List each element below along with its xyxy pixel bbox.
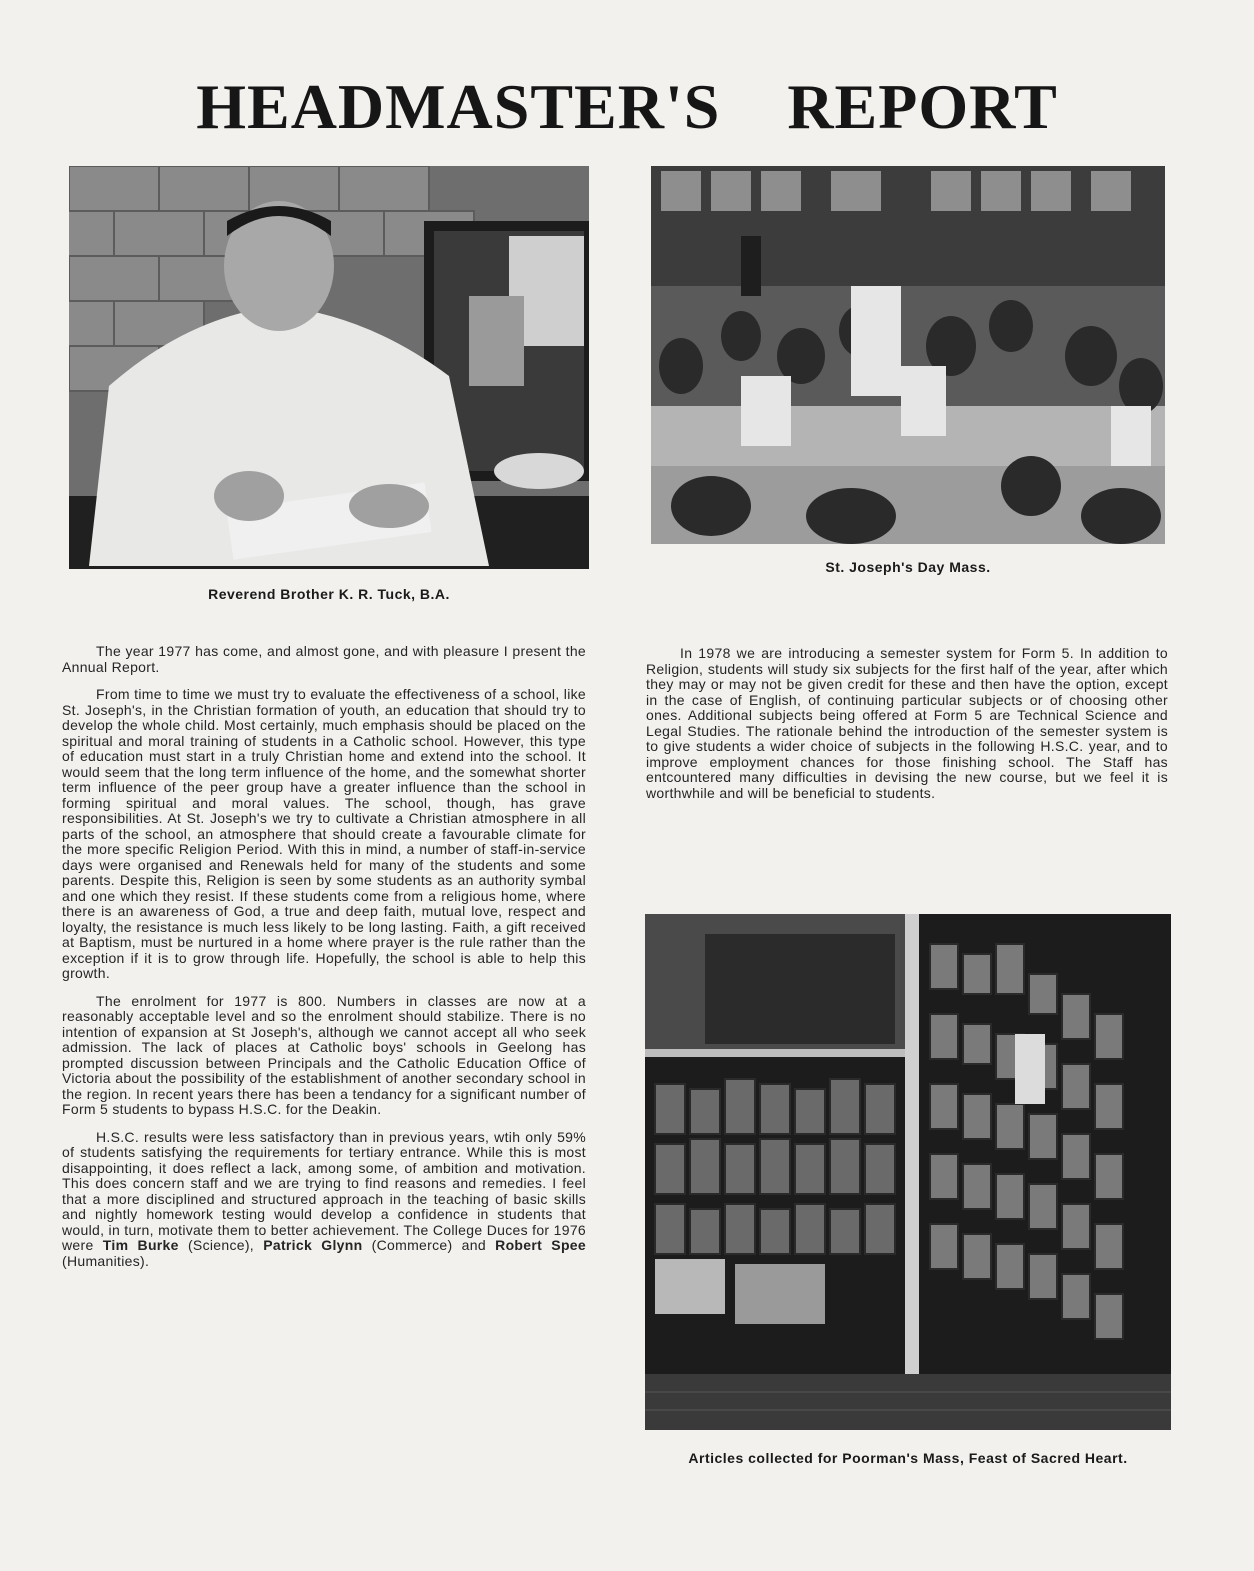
mass-photo — [651, 166, 1165, 544]
headmaster-photo — [69, 166, 589, 569]
dux-name: Patrick Glynn — [263, 1237, 363, 1253]
paragraph-hsc-results: H.S.C. results were less satisfactory than in previous years, wtih only 59% of students satisfying the requirements for tertiary entrance. While this is most disappointing, it does reflect a lack, among some, of ambition and motivation. This does concern staff and we are trying to find reasons and remedies. I feel that a more disciplined and structured approach in the teaching of basic skills and nightly homework testing would develop a confidence in students that would, in turn, motivate them to better achievement. The College Duces for 1976 were Tim Burke (Science), Patrick Glynn (Commerce) and Robert Spee (Humanities). — [62, 1128, 586, 1269]
articles-photo — [645, 914, 1171, 1430]
headmaster-caption: Reverend Brother K. R. Tuck, B.A. — [208, 586, 450, 602]
dux-name: Robert Spee — [495, 1237, 586, 1253]
articles-caption: Articles collected for Poorman's Mass, Feast of Sacred Heart. — [688, 1450, 1128, 1466]
dux-name: Tim Burke — [102, 1237, 179, 1253]
page-title: HEADMASTER'S REPORT — [196, 71, 1058, 142]
mass-caption: St. Joseph's Day Mass. — [825, 559, 991, 575]
paragraph-evaluation: From time to time we must try to evaluate the effectiveness of a school, like St. Joseph's, in the Christian formation of youth, an education that should try to develop the whole child. Most certainly, much emphasis should be placed on the spiritual and moral training of students in a Catholic school. However, this type of education must start in a truly Christian home and extend into the school. It would seem that the long term influence of the home, and the somewhat shorter term influence of the peer group have a greater influence than the school in forming spiritual and moral values. The school, though, has grave responsibilities. At St. Joseph's we try to cultivate a Christian atmosphere in all parts of the school, an atmosphere that should create a favourable climate for the more specific Religion Period. With this in mind, a number of staff-in-service days were organised and Renewals held for many of the students and some parents. Despite this, Religion is seen by some students as an authority symbal and one which they resist. If these students come from a religious home, where there is an awareness of God, a true and deep faith, mutual love, respect and loyalty, the resistance is much less likely to be long lasting. Faith, a gift received at Baptism, must be nurtured in a home where prayer is the rule rather than the exception if it is to grow through life. Hopefully, the school is able to help this growth. — [62, 686, 586, 981]
right-column — [646, 646, 1168, 813]
left-column — [62, 644, 586, 1281]
paragraph-enrolment: The enrolment for 1977 is 800. Numbers in classes are now at a reasonably acceptable level and so the enrolment should stabilize. There is no intention of expansion at St Joseph's, although we cannot accept all who seek admission. The lack of places at Catholic boys' schools in Geelong has prompted discussion between Principals and the Catholic Education Office of Victoria about the possibility of the establishment of another secondary school in the region. In recent years there has been a tendancy for a significant number of Form 5 students to bypass H.S.C. for the Deakin. — [62, 992, 586, 1117]
paragraph-intro: The year 1977 has come, and almost gone, and with pleasure I present the Annual Report. — [62, 643, 586, 675]
paragraph-semester: In 1978 we are introducing a semester system for Form 5. In addition to Religion, students will study six subjects for the first half of the year, after which they may or may not be given credit for these and then have the option, except in the case of English, of continuing particular subjects or of choosing other ones. Additional subjects being offered at Form 5 are Technical Science and Legal Studies. The rationale behind the introduction of the semester system is to give students a wider choice of subjects in the following H.S.C. year, and to improve employment chances for those finishing school. The Staff has entcountered many difficulties in devising the new course, but we feel it is worthwhile and will be beneficial to students. — [646, 645, 1168, 801]
